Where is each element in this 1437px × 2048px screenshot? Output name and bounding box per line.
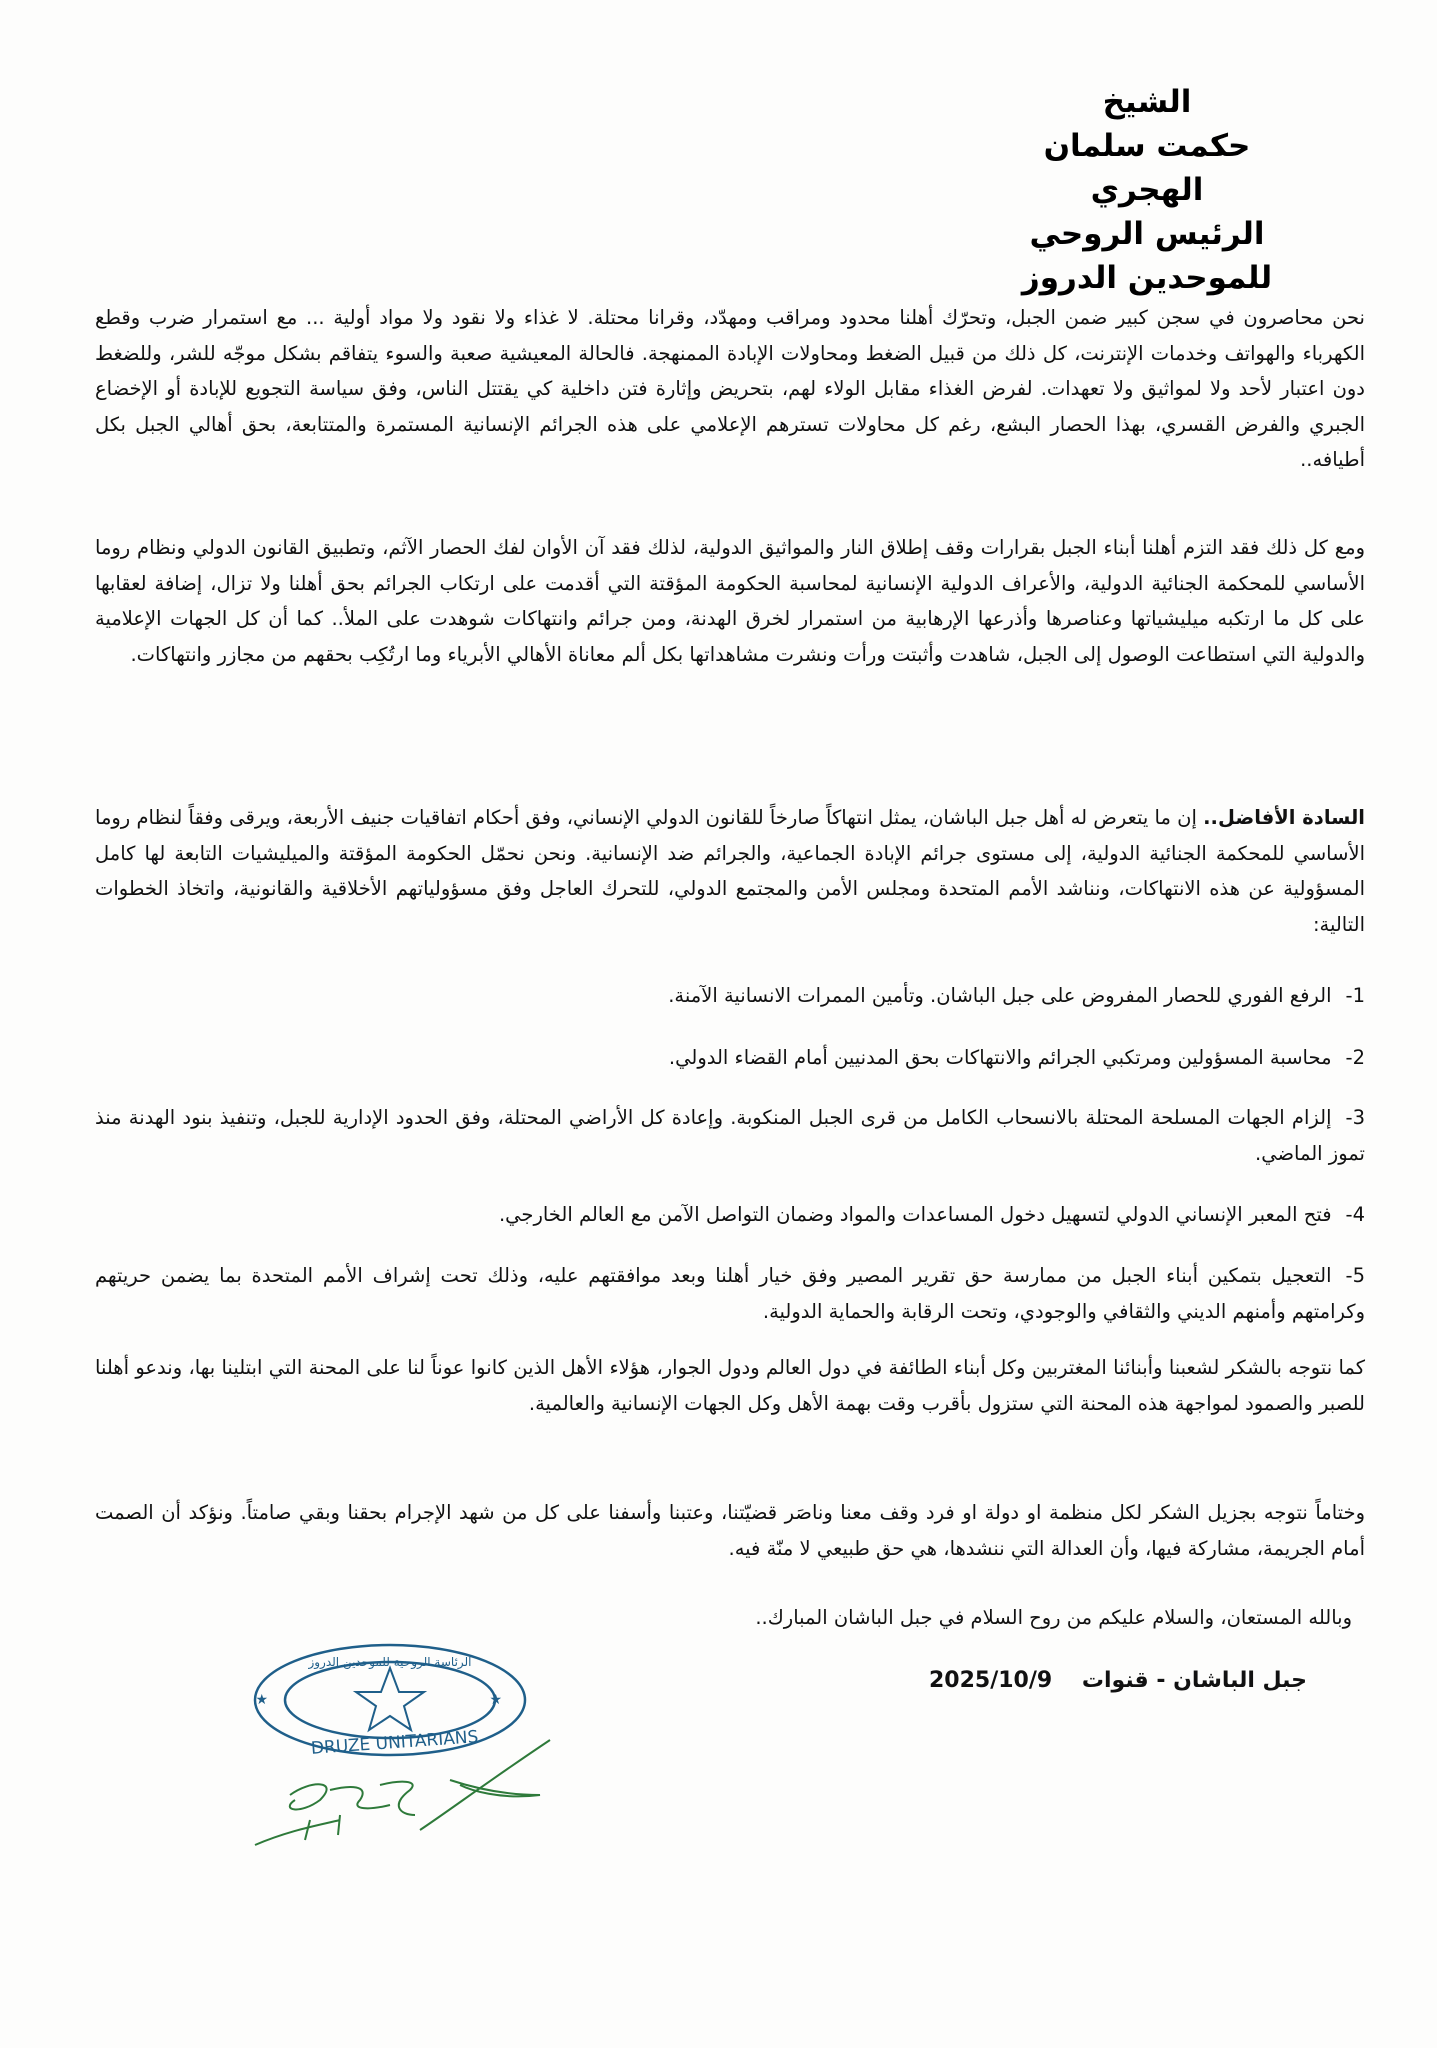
stamp-seal-icon [250,1640,570,1850]
letterhead [987,80,1307,300]
demand-text: فتح المعبر الإنساني الدولي لتسهيل دخول المساعدات والمواد وضمان التواصل الآمن مع العالم الخارجي. [498,1203,1332,1226]
demand-item-5 [95,1258,1365,1329]
demand-number: 1- [1345,984,1365,1007]
date: 2025/10/9 [928,1668,1053,1693]
demand-text: التعجيل بتمكين أبناء الجبل من ممارسة حق تقرير المصير وفق خيار أهلنا وبعد موافقتهم عليه، وذلك تحت إشراف الأمم المتحدة بما يضمن حريتهم وكرامتهم وأمنهم الديني والثقافي والوجودي، وتحت الرقابة والحماية الدولية. [95,1264,1365,1323]
stamp-english-text: DRUZE UNITARIANS [310,1727,479,1759]
demand-text: الرفع الفوري للحصار المفروض على جبل الباشان. وتأمين الممرات الانسانية الآمنة. [668,984,1332,1007]
demand-number: 2- [1345,1046,1365,1069]
place-and-date [929,1668,1307,1693]
title-position: الرئيس الروحي [1029,216,1265,252]
demand-item-3 [95,1100,1365,1171]
paragraph-closing-thanks: وختاماً نتوجه بجزيل الشكر لكل منظمة او دولة او فرد وقف معنا وناصَر قضيّتنا، وعتبنا وأسفنا على كل من شهد الإجرام بحقنا وبقي صامتاً. ونؤكد أن الصمت أمام الجريمة، مشاركة فيها، وأن العدالة التي ننشدها، هي حق طبيعي لا منّة فيه. [95,1501,1365,1560]
demand-number: 4- [1345,1203,1365,1226]
svg-text:★: ★ [255,1692,268,1708]
demand-item-1 [95,978,1365,1014]
paragraph-thanks: كما نتوجه بالشكر لشعبنا وأبنائنا المغتربين وكل أبناء الطائفة في دول العالم ودول الجوار، هؤلاء الأهل الذين كانوا عوناً لنا على المحنة التي ابتلينا بها، وندعو أهلنا للصبر والصمود لمواجهة هذه المحنة التي ستزول بأقرب وقت بهمة الأهل وكل الجهات الإنسانية والعالمية. [95,1356,1365,1415]
closing-salutation: وبالله المستعان، والسلام عليكم من روح السلام في جبل الباشان المبارك.. [755,1606,1352,1629]
appeal-salutation: السادة الأفاضل.. [1203,806,1365,829]
demand-number: 5- [1345,1264,1365,1287]
demand-item-2 [95,1040,1365,1076]
place: جبل الباشان - قنوات [1081,1668,1307,1693]
official-stamp [250,1640,570,1850]
paragraph-commitment: ومع كل ذلك فقد التزم أهلنا أبناء الجبل بقرارات وقف إطلاق النار والمواثيق الدولية، لذلك فقد آن الأوان لفك الحصار الآثم، وتطبيق القانون الدولي ونظام روما الأساسي للمحكمة الجنائية الدولية، والأعراف الدولية الإنسانية لمحاسبة الحكومة المؤقتة التي أقدمت على ارتكاب الجرائم بحق أهلنا ولا تزال، إضافة لعقابها على كل ما ارتكبه ميليشياتها وعناصرها وأذرعها الإرهابية من استمرار لخرق الهدنة، ومن جرائم وانتهاكات شوهدت على الملأ.. كما أن كل الجهات الإعلامية والدولية التي استطاعت الوصول إلى الجبل، شاهدت وأثبتت ورأت ونشرت مشاهداتها بكل ألم معاناة الأهالي الأبرياء وما ارتُكِب بحقهم من مجازر وانتهاكات. [95,536,1365,666]
paragraph-siege: نحن محاصرون في سجن كبير ضمن الجبل، وتحرّك أهلنا محدود ومراقب ومهدّد، وقرانا محتلة. لا غذاء ولا نقود ولا مواد أولية ... مع استمرار ضرب وقطع الكهرباء والهواتف وخدمات الإنترنت، كل ذلك من قبيل الضغط ومحاولات الإبادة الممنهجة. فالحالة المعيشية صعبة والسوء يتفاقم بشكل موجّه للشر، وللضغط دون اعتبار لأحد ولا لمواثيق ولا تعهدات. لفرض الغذاء مقابل الولاء لهم، بتحريض وإثارة فتن داخلية كي يقتتل الناس، وفق سياسة التجويع للإبادة أو الإخضاع الجبري والفرض القسري، بهذا الحصار البشع، رغم كل محاولات تسترهم الإعلامي على هذه الجرائم الإنسانية المستمرة والمتتابعة، بحق أهالي الجبل بكل أطيافه.. [95,306,1365,471]
title-name: حكمت سلمان الهجري [1043,128,1251,208]
demand-number: 3- [1345,1106,1365,1129]
paragraph-appeal [95,800,1365,942]
demand-item-4 [95,1197,1365,1233]
title-community: للموحدين الدروز [1021,260,1273,296]
title-sheikh: الشيخ [1102,84,1192,120]
demand-text: إلزام الجهات المسلحة المحتلة بالانسحاب الكامل من قرى الجبل المنكوبة. وإعادة كل الأراضي المحتلة، وفق الحدود الإدارية للجبل، وتنفيذ بنود الهدنة منذ تموز الماضي. [95,1106,1365,1165]
svg-text:★: ★ [489,1692,502,1708]
demand-text: محاسبة المسؤولين ومرتكبي الجرائم والانتهاكات بحق المدنيين أمام القضاء الدولي. [668,1046,1332,1069]
stamp-arabic-text: الرئاسة الروحية للموحدين الدروز [308,1655,472,1669]
appeal-text: إن ما يتعرض له أهل جبل الباشان، يمثل انتهاكاً صارخاً للقانون الدولي الإنساني، وفق أحكام اتفاقيات جنيف الأربعة، ويرقى وفقاً لنظام روما الأساسي للمحكمة الجنائية الدولية، إلى مستوى جرائم الإبادة الجماعية، والجرائم ضد الإنسانية. ونحن نحمّل الحكومة المؤقتة والميليشيات التابعة لها كامل المسؤولية عن هذه الانتهاكات، ونناشد الأمم المتحدة ومجلس الأمن والمجتمع الدولي، للتحرك العاجل وفق مسؤولياتهم الأخلاقية والقانونية، واتخاذ الخطوات التالية: [95,806,1365,936]
